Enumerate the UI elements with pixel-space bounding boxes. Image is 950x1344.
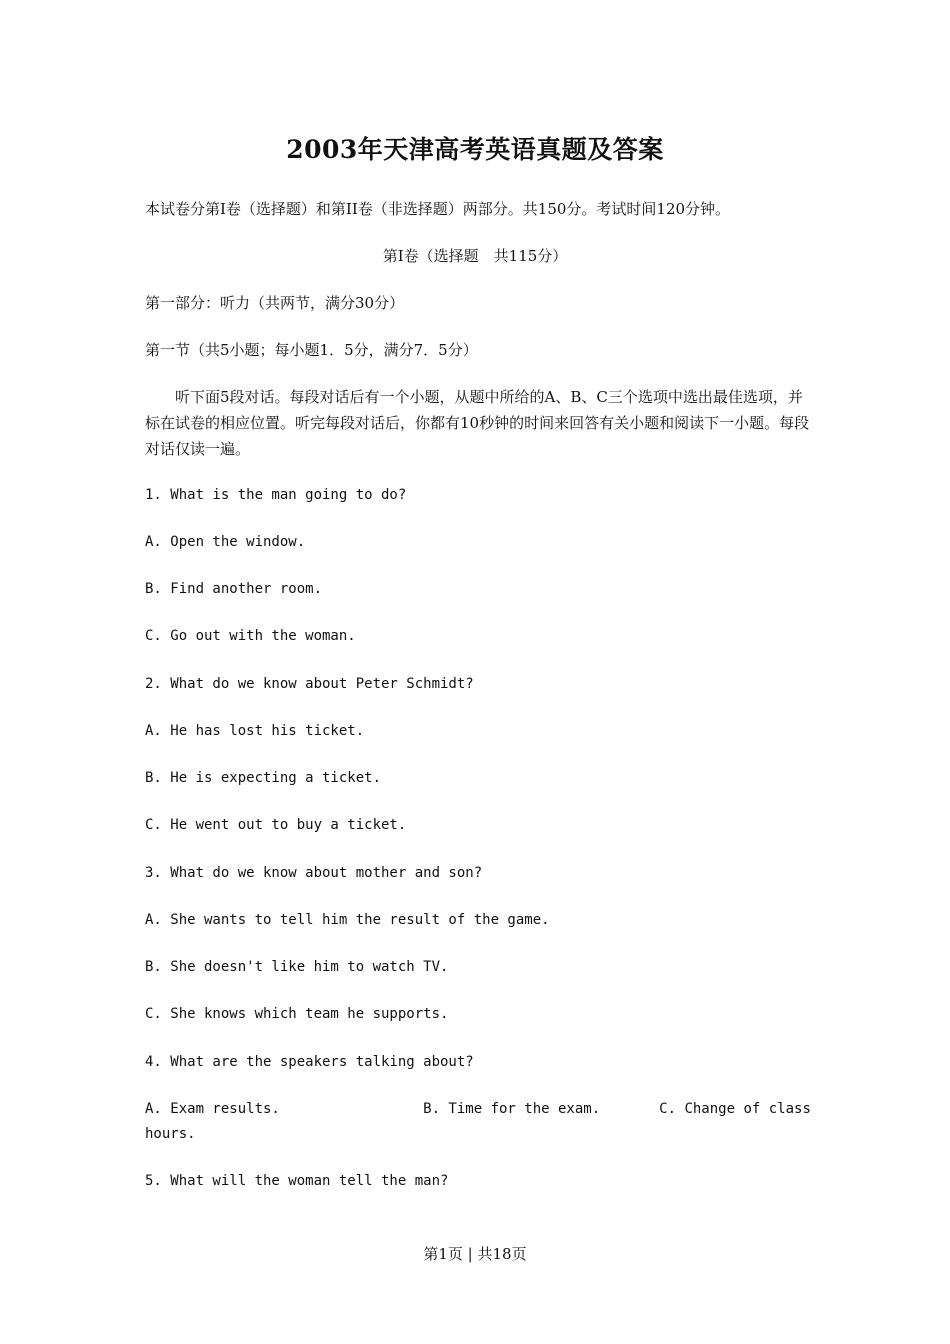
question-1-option-b: B. Find another room. (145, 581, 323, 597)
question-1-stem: 1. What is the man going to do? (145, 487, 407, 503)
question-1-option-c: C. Go out with the woman. (145, 628, 356, 644)
question-3-stem: 3. What do we know about mother and son? (145, 865, 483, 881)
question-3-option-a: A. She wants to tell him the result of the game. (145, 912, 550, 928)
part-heading: 第一部分：听力（共两节，满分30分） (145, 294, 405, 312)
question-2-option-c: C. He went out to buy a ticket. (145, 817, 407, 833)
question-2-option-b: B. He is expecting a ticket. (145, 770, 382, 786)
question-4-stem: 4. What are the speakers talking about? (145, 1054, 474, 1070)
question-3-option-b: B. She doesn't like him to watch TV. (145, 959, 449, 975)
volume-heading: 第I卷（选择题 共115分） (382, 247, 568, 265)
question-4-options-continued: hours. (145, 1126, 196, 1142)
question-4-options: A. Exam results. B. Time for the exam. C. Change of class (145, 1101, 811, 1117)
question-2-stem: 2. What do we know about Peter Schmidt? (145, 676, 474, 692)
document-title: 2003年天津高考英语真题及答案 (286, 135, 664, 164)
question-2-option-a: A. He has lost his ticket. (145, 723, 365, 739)
page-footer: 第1页 | 共18页 (423, 1245, 527, 1263)
listening-instructions: 听下面5段对话。每段对话后有一个小题，从题中所给的A、B、C三个选项中选出最佳选项，并标在试卷的相应位置。听完每段对话后，你都有10秒钟的时间来回答有关小题和阅读下一小题。每段对话仅读一遍。 (145, 388, 810, 458)
question-3-option-c: C. She knows which team he supports. (145, 1006, 449, 1022)
section-heading: 第一节（共5小题；每小题1．5分，满分7．5分） (145, 341, 478, 359)
question-5-stem: 5. What will the woman tell the man? (145, 1173, 449, 1189)
question-1-option-a: A. Open the window. (145, 534, 306, 550)
exam-intro: 本试卷分第I卷（选择题）和第II卷（非选择题）两部分。共150分。考试时间120分钟。 (145, 200, 731, 218)
